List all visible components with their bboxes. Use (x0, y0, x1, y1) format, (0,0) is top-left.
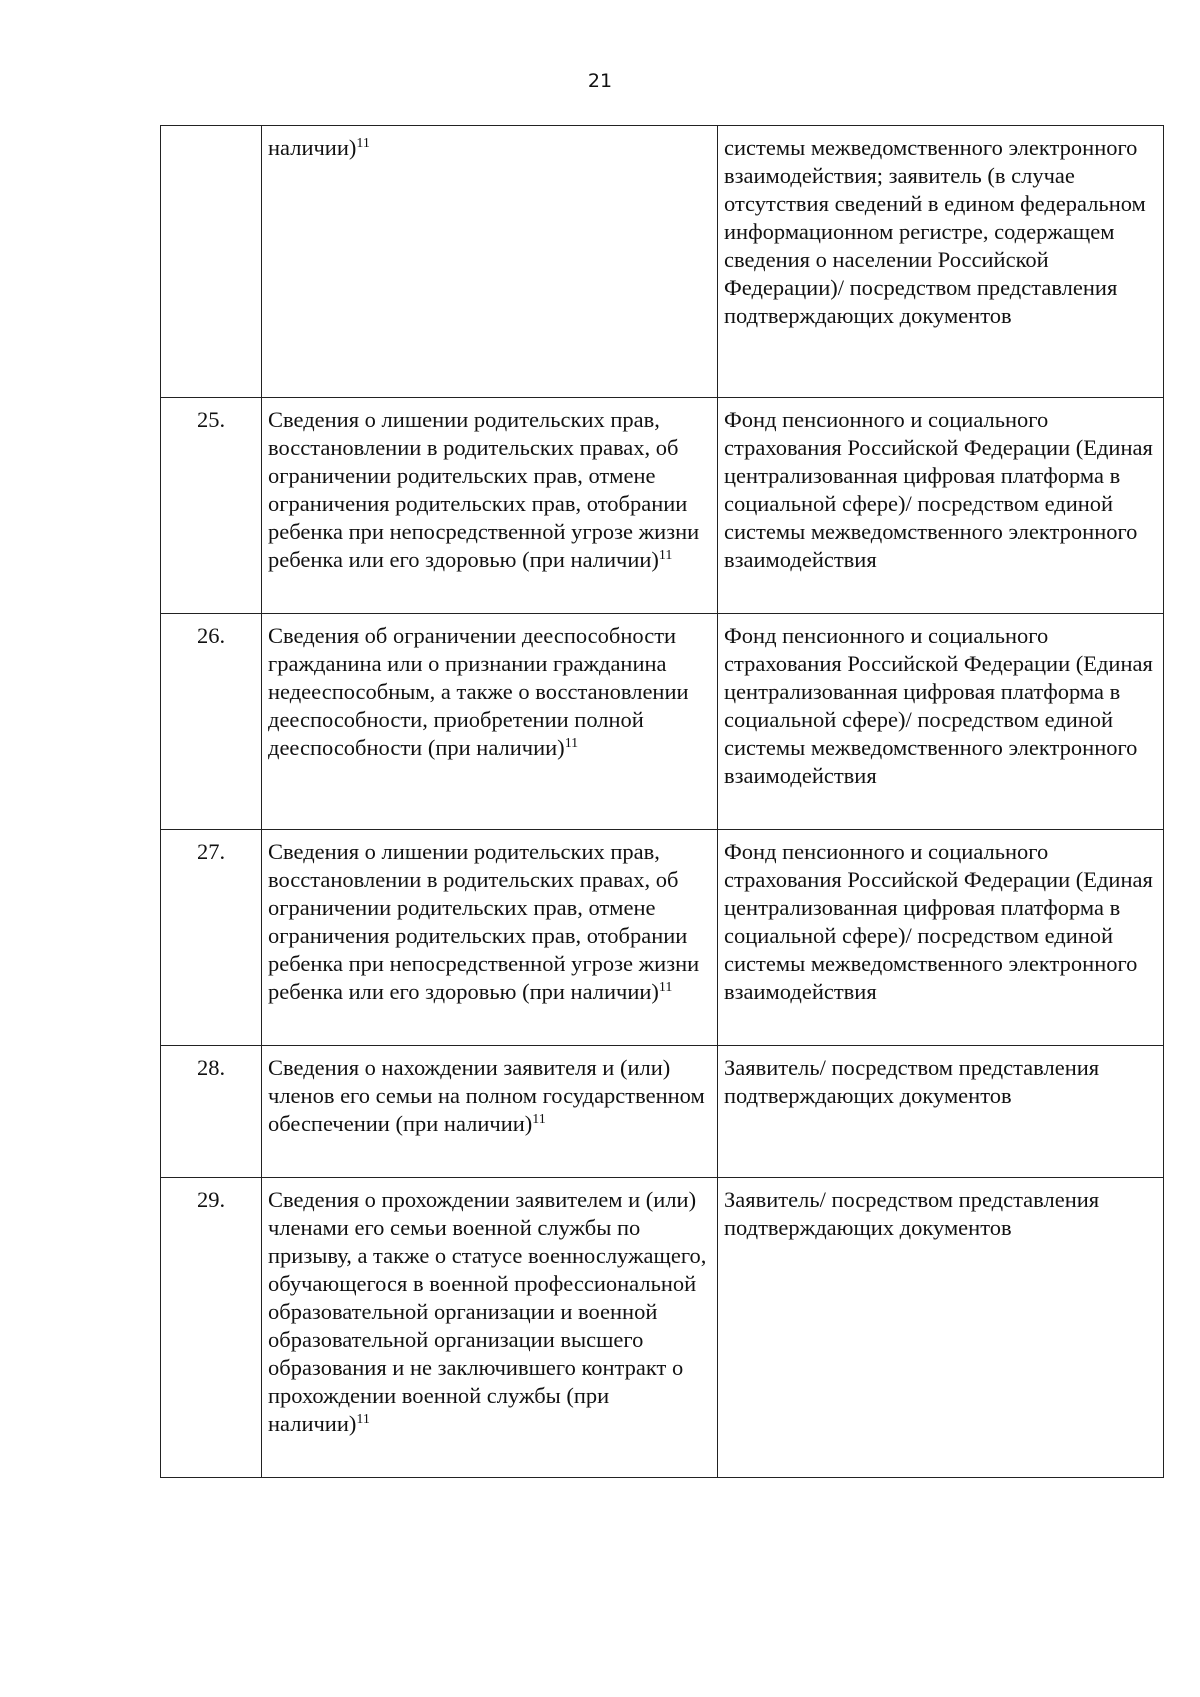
table-row (161, 614, 1164, 830)
row-description (262, 830, 718, 1046)
row-description (262, 1178, 718, 1478)
row-description (262, 398, 718, 614)
table-row (161, 830, 1164, 1046)
row-description (262, 1046, 718, 1178)
row-source: Заявитель/ посредством представления подтверждающих документов (718, 1178, 1164, 1478)
row-number: 25. (161, 398, 262, 614)
footnote-ref: 11 (564, 736, 579, 751)
footnote-ref: 11 (658, 548, 673, 563)
footnote-ref: 11 (356, 136, 370, 151)
row-source: Заявитель/ посредством представления подтверждающих документов (718, 1046, 1164, 1178)
row-number (161, 126, 262, 398)
description-text: Сведения о лишении родительских прав, восстановлении в родительских правах, об ограничении родительских прав, отмене ограничения родительских прав, отобрании ребенка при непосредственной угрозе жизни ребенка или его здоровью (при наличии) (268, 407, 700, 572)
footnote-ref: 11 (532, 1112, 546, 1127)
row-number: 26. (161, 614, 262, 830)
footnote-ref: 11 (658, 980, 673, 995)
row-source: Фонд пенсионного и социального страхования Российской Федерации (Единая централизованная цифровая платформа в социальной сфере)/ посредством единой системы межведомственного электронного взаимодействия (718, 830, 1164, 1046)
table-row (161, 1046, 1164, 1178)
description-text: Сведения о прохождении заявителем и (или) членами его семьи военной службы по призыву, а также о статусе военнослужащего, обучающегося в военной профессиональной образовательной организации и военной образовательной организации высшего образования и не заключившего контракт о прохождении военной службы (при наличии) (268, 1187, 707, 1436)
description-text: Сведения о нахождении заявителя и (или) членов его семьи на полном государственном обеспечении (при наличии) (268, 1055, 705, 1136)
row-source: системы межведомственного электронного взаимодействия; заявитель (в случае отсутствия сведений в едином федеральном информационном регистре, содержащем сведения о населении Российской Федерации)/ посредством представления подтверждающих документов (718, 126, 1164, 398)
table-row (161, 398, 1164, 614)
description-text: Сведения о лишении родительских прав, восстановлении в родительских правах, об ограничении родительских прав, отмене ограничения родительских прав, отобрании ребенка при непосредственной угрозе жизни ребенка или его здоровью (при наличии) (268, 839, 700, 1004)
row-source: Фонд пенсионного и социального страхования Российской Федерации (Единая централизованная цифровая платформа в социальной сфере)/ посредством единой системы межведомственного электронного взаимодействия (718, 614, 1164, 830)
data-sources-table (160, 125, 1164, 1478)
row-number: 28. (161, 1046, 262, 1178)
row-number: 27. (161, 830, 262, 1046)
page-number: 21 (587, 70, 613, 92)
table-row (161, 126, 1164, 398)
row-number: 29. (161, 1178, 262, 1478)
footnote-ref: 11 (356, 1412, 370, 1427)
row-source: Фонд пенсионного и социального страхования Российской Федерации (Единая централизованная цифровая платформа в социальной сфере)/ посредством единой системы межведомственного электронного взаимодействия (718, 398, 1164, 614)
table-row (161, 1178, 1164, 1478)
description-text: Сведения об ограничении дееспособности гражданина или о признании гражданина недееспособным, а также о восстановлении дееспособности, приобретении полной дееспособности (при наличии) (268, 623, 689, 760)
description-text: наличии) (268, 135, 357, 160)
row-description (262, 126, 718, 398)
row-description (262, 614, 718, 830)
